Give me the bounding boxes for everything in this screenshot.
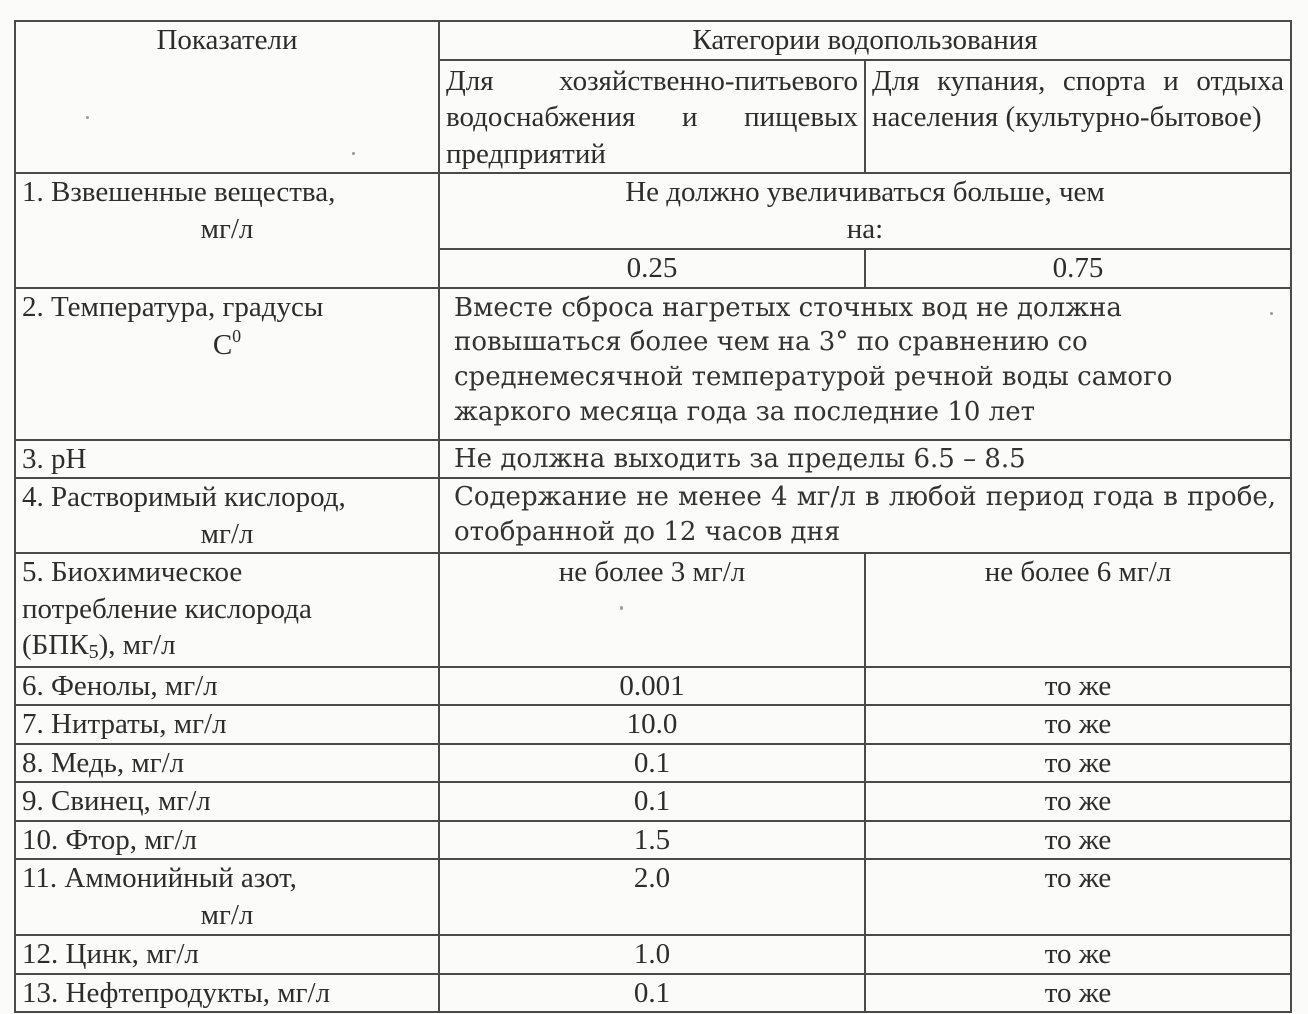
table-row	[15, 667, 1291, 706]
row-label-cell	[15, 553, 439, 666]
value-drinking: 0.001	[439, 667, 865, 706]
value-recreation: то же	[865, 782, 1291, 821]
table-row	[15, 705, 1291, 744]
row-note: Не должна выходить за пределы 6.5 – 8.5	[439, 440, 1291, 479]
value-drinking: 10.0	[439, 705, 865, 744]
row-label: 8. Медь, мг/л	[15, 744, 439, 783]
value-drinking: 0.25	[439, 249, 865, 288]
header-categories-cell	[439, 21, 1291, 60]
value-recreation: то же	[865, 744, 1291, 783]
table-row	[15, 173, 1291, 249]
value-drinking: 0.1	[439, 782, 865, 821]
value-recreation: не более 6 мг/л	[865, 553, 1291, 666]
scan-speck	[352, 152, 355, 155]
table-row	[15, 440, 1291, 479]
value-drinking: 2.0	[439, 859, 865, 935]
row-label-cell	[15, 173, 439, 288]
row-label-unit: мг/л	[200, 517, 254, 550]
row-note: Содержание не менее 4 мг/л в любой период года в пробе, отобранной до 12 часов дня	[454, 482, 1276, 548]
value-drinking: 1.5	[439, 821, 865, 860]
row-note: Вместе сброса нагретых сточных вод не должна повышаться более чем на 3° по сравнению со среднемесячной температурой речной воды самого жаркого месяца года за последние 10 лет	[454, 292, 1173, 428]
header-indicators: Показатели	[156, 24, 298, 56]
water-quality-table	[14, 20, 1292, 1013]
value-drinking: 1.0	[439, 935, 865, 974]
row-label: 3. рН	[15, 440, 439, 479]
value-recreation: то же	[865, 705, 1291, 744]
value-recreation: то же	[865, 667, 1291, 706]
value-recreation: то же	[865, 974, 1291, 1013]
table-row	[15, 478, 1291, 553]
row-label-unit: мг/л	[200, 898, 254, 931]
header-cat-recreation: Для купания, спорта и отдыха населения (культурно-бытовое)	[872, 64, 1284, 134]
row-label-cell	[15, 478, 439, 553]
table-row	[15, 974, 1291, 1013]
row-label: 2. Температура, градусы	[22, 290, 324, 323]
unit-celsius: С	[212, 329, 233, 362]
value-drinking: 0.1	[439, 974, 865, 1013]
scan-speck	[1270, 312, 1273, 315]
table-row	[15, 288, 1291, 440]
scan-speck	[620, 606, 623, 610]
row-label: 9. Свинец, мг/л	[15, 782, 439, 821]
row-label: 4. Растворимый кислород,	[22, 481, 346, 514]
row-label: 12. Цинк, мг/л	[15, 935, 439, 974]
table-row	[15, 821, 1291, 860]
row-note-line-2: на:	[846, 212, 884, 245]
row-label: 5. Биохимическое потребление кислорода (БПК	[22, 556, 312, 662]
value-drinking: не более 3 мг/л	[439, 553, 865, 666]
row-note-line-1: Не должно увеличиваться больше, чем	[625, 176, 1105, 209]
row-label: 10. Фтор, мг/л	[15, 821, 439, 860]
table-row	[15, 859, 1291, 935]
value-recreation: то же	[865, 821, 1291, 860]
header-indicators-cell	[15, 21, 439, 173]
row-label: 13. Нефтепродукты, мг/л	[15, 974, 439, 1013]
table-row	[15, 935, 1291, 974]
row-label: 7. Нитраты, мг/л	[15, 705, 439, 744]
header-row-1	[15, 21, 1291, 60]
value-recreation: 0.75	[865, 249, 1291, 288]
table-row	[15, 744, 1291, 783]
unit-degree: 0	[232, 326, 242, 347]
header-cat-drinking-cell	[439, 60, 865, 174]
header-cat-drinking: Для хозяйственно-питьевого водоснабжения и пищевых предприятий	[446, 64, 858, 170]
value-recreation: то же	[865, 935, 1291, 974]
row-label: 11. Аммонийный азот,	[22, 862, 297, 895]
row-label: 1. Взвешенные вещества,	[22, 176, 336, 209]
value-drinking: 0.1	[439, 744, 865, 783]
row-label-subscript: 5	[88, 641, 99, 664]
row-label-cell	[15, 288, 439, 440]
table-row	[15, 782, 1291, 821]
row-label-end: ), мг/л	[98, 629, 176, 662]
row-label-cell	[15, 859, 439, 935]
header-cat-recreation-cell	[865, 60, 1291, 174]
row-note-cell	[439, 173, 1291, 249]
value-recreation: то же	[865, 859, 1291, 935]
header-categories: Категории водопользования	[692, 24, 1038, 56]
row-label-unit: мг/л	[200, 212, 254, 245]
row-label-unit	[22, 325, 432, 364]
table-row	[15, 553, 1291, 666]
scan-speck	[86, 116, 89, 119]
row-label: 6. Фенолы, мг/л	[15, 667, 439, 706]
row-note-cell	[439, 478, 1291, 553]
row-note-cell	[439, 288, 1291, 440]
